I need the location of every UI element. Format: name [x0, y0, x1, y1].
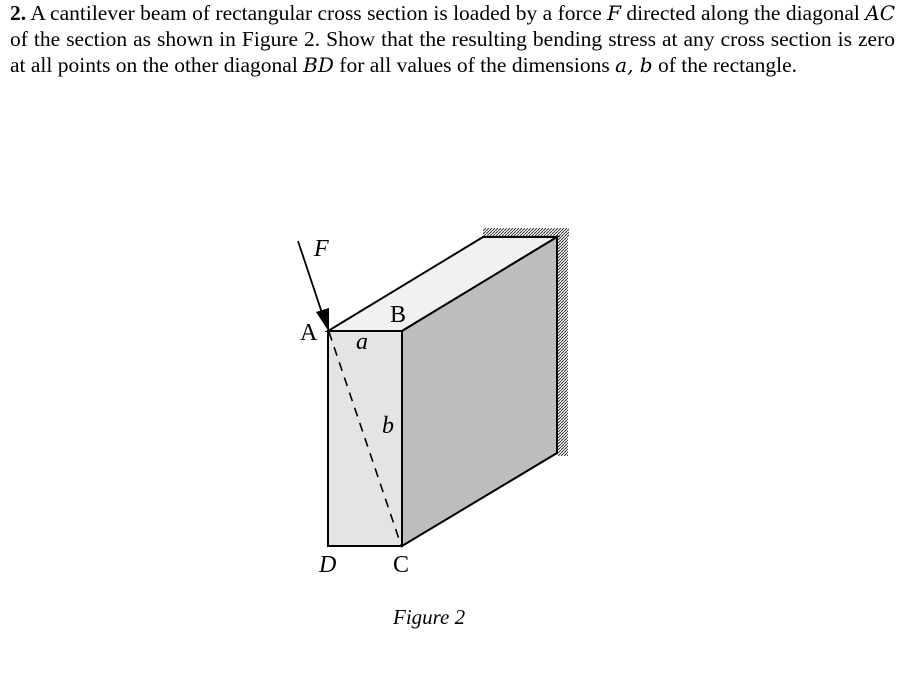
var-F: F [607, 1, 622, 25]
force-arrowhead [316, 308, 329, 332]
dimension-a-label: a [356, 329, 368, 355]
problem-text-1: A cantilever beam of rectangular cross section is loaded by a force [26, 1, 608, 25]
problem-text-2: directed along the diagonal [621, 1, 866, 25]
var-AC: AC [865, 1, 895, 25]
corner-d-label: D [319, 552, 337, 578]
force-label: F [314, 236, 329, 262]
var-BD: BD [303, 53, 334, 77]
figure-caption: Figure 2 [393, 605, 466, 629]
corner-b-label: B [390, 302, 407, 328]
problem-text-4: for all values of the dimensions [333, 53, 616, 77]
wall-hatch-side [557, 228, 568, 456]
var-ab: a, b [615, 53, 653, 77]
corner-c-label: C [393, 552, 410, 578]
wall-hatch-top [483, 228, 569, 237]
problem-text-5: of the rectangle. [652, 53, 798, 77]
problem-text-3: of the section as shown in Figure 2. Show that the resulting bending stress at any cross section is zero at all points on the other diagonal [10, 27, 895, 77]
dimension-b-label: b [382, 413, 394, 439]
problem-number: 2. [10, 1, 27, 25]
corner-a-label: A [300, 320, 318, 346]
